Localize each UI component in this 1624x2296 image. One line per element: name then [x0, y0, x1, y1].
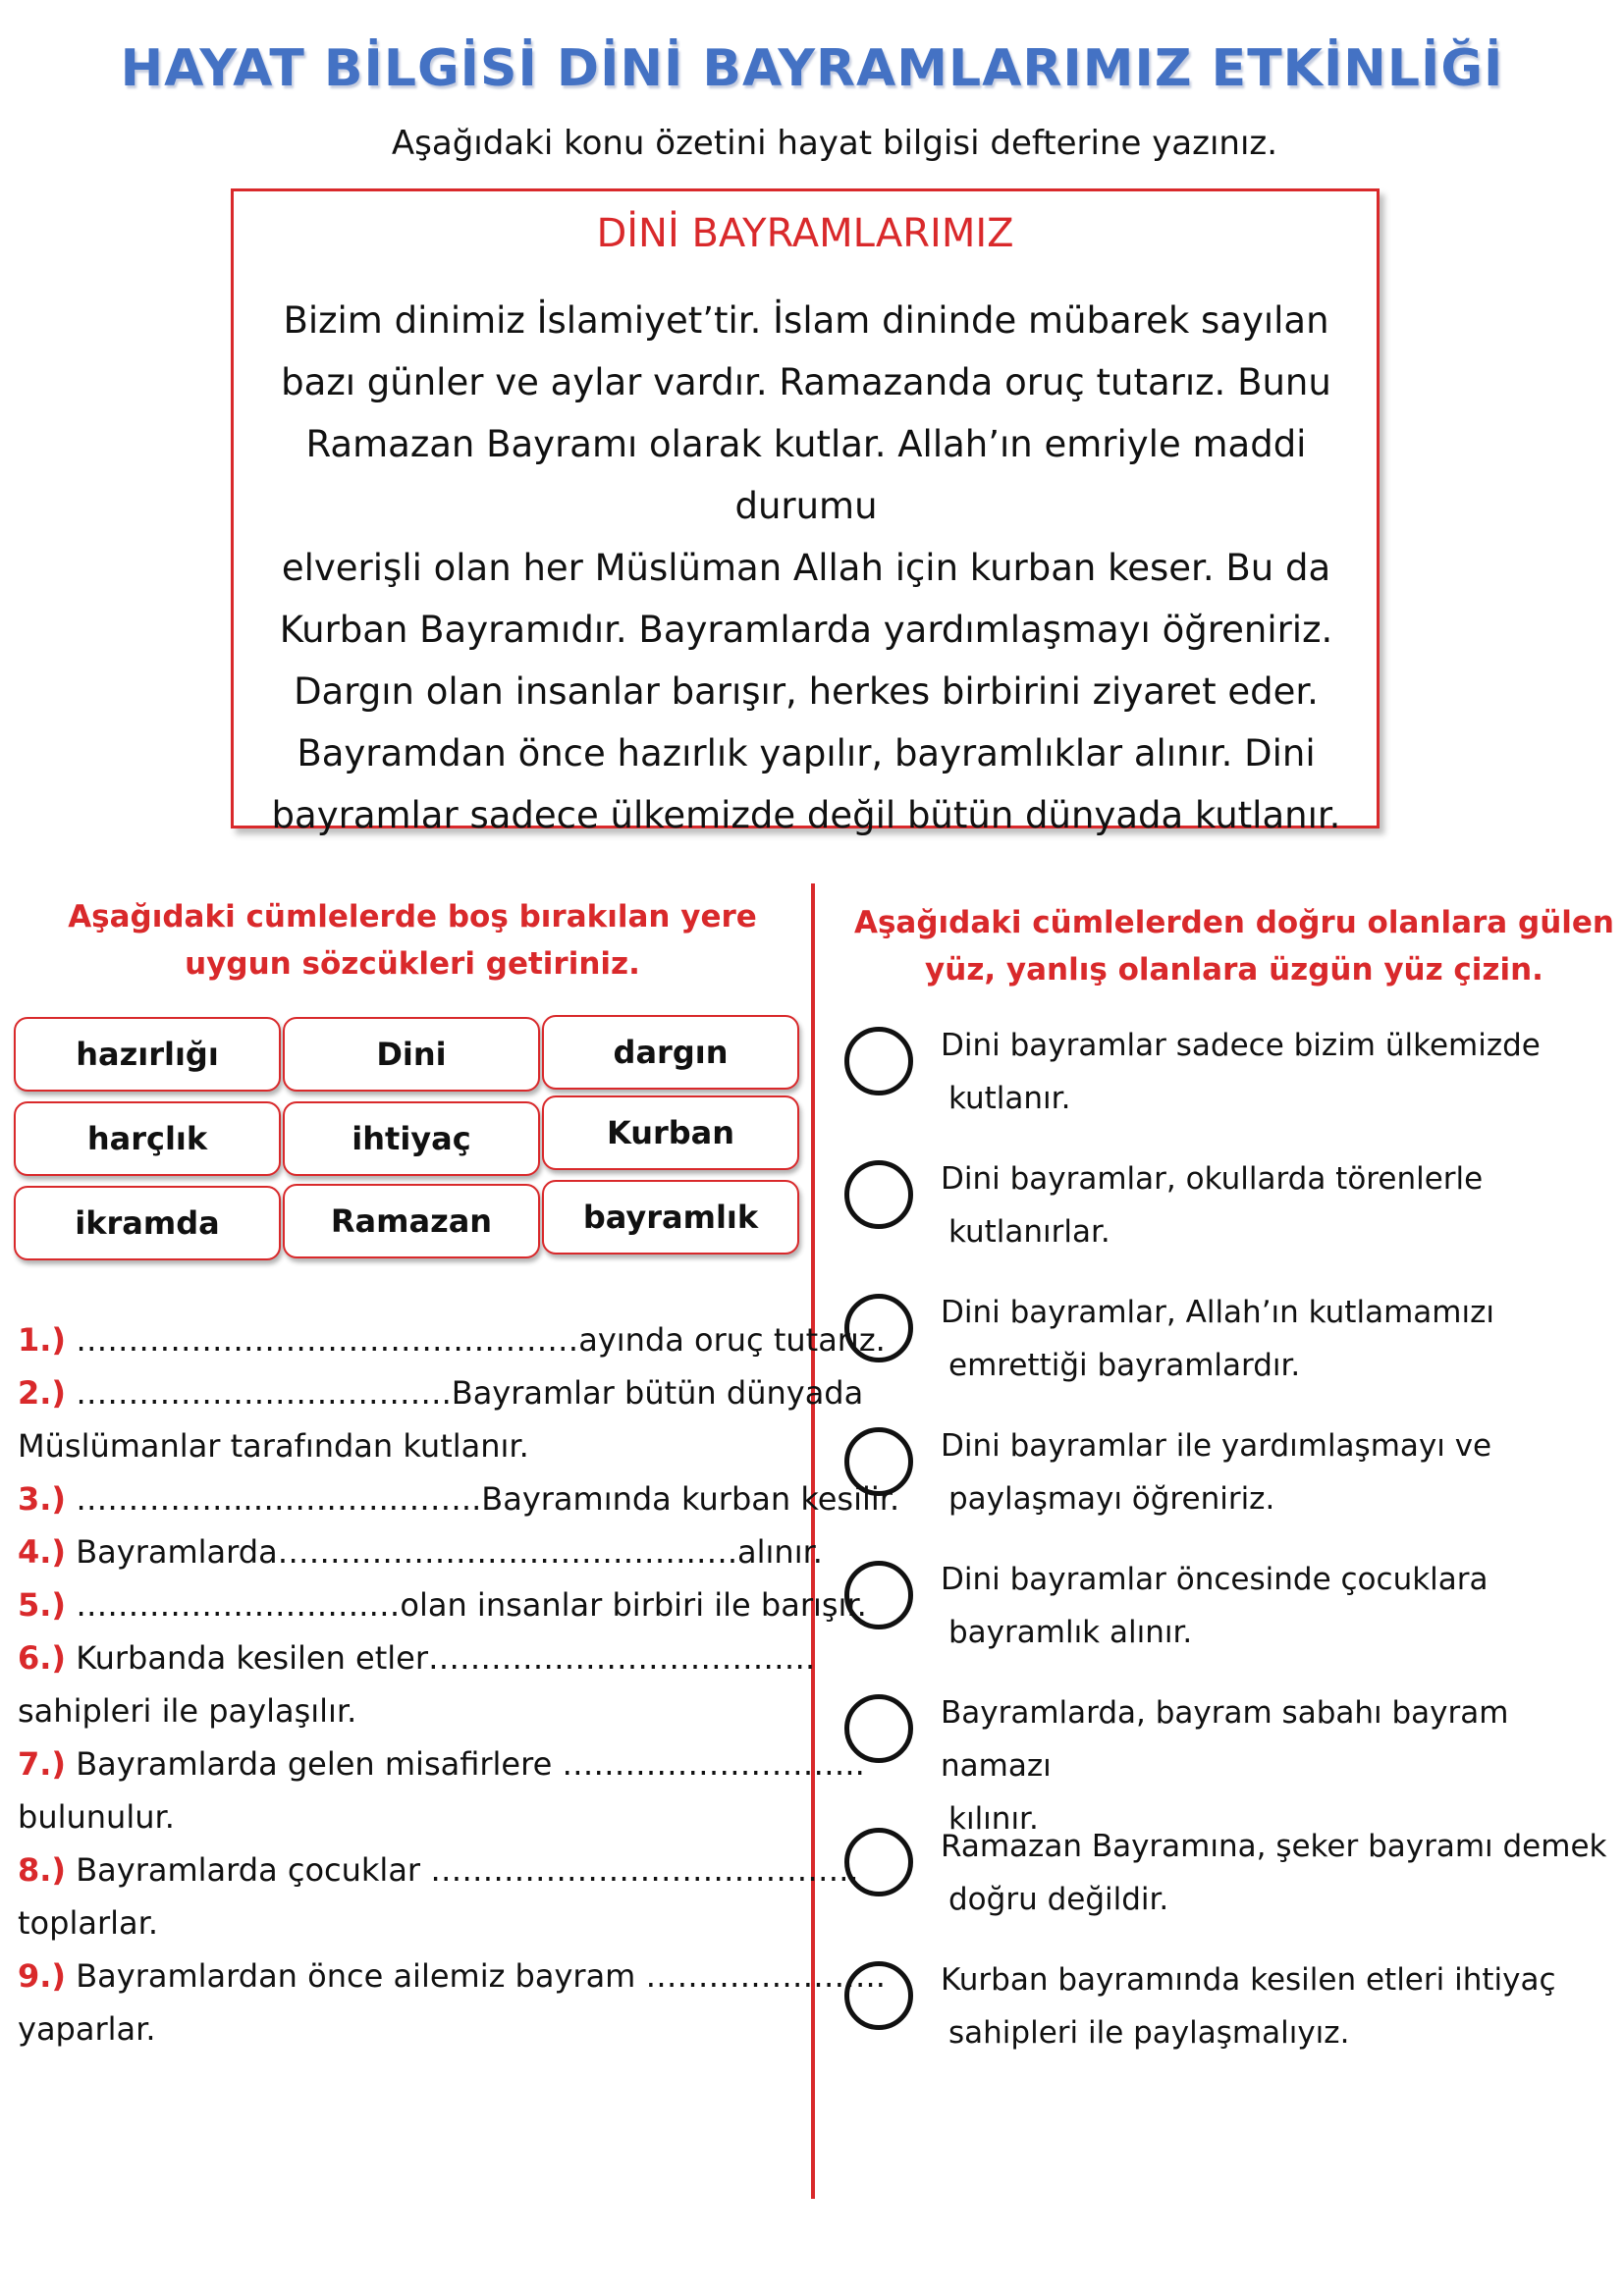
tf-line: Dini bayramlar öncesinde çocuklara	[941, 1562, 1489, 1597]
tf-item	[844, 1553, 1624, 1661]
word-box: Ramazan	[283, 1184, 540, 1258]
word-box: harçlık	[14, 1101, 281, 1176]
word-box: hazırlığı	[14, 1017, 281, 1092]
fill-item[interactable]	[18, 1631, 816, 1684]
fill-instruction	[20, 893, 805, 988]
fill-item-continuation: bulunulur.	[18, 1798, 175, 1836]
tf-item	[844, 1152, 1624, 1260]
tf-statement	[941, 1286, 1624, 1392]
tf-statement	[941, 1019, 1624, 1125]
tf-statement	[941, 1820, 1624, 1926]
item-number: 5.)	[18, 1586, 67, 1624]
tf-line: kılınır.	[948, 1801, 1039, 1837]
fill-item-continuation: sahipleri ile paylaşılır.	[18, 1692, 357, 1730]
summary-box	[231, 188, 1380, 836]
tf-item	[844, 1820, 1624, 1928]
answer-circle[interactable]	[844, 1027, 913, 1095]
item-number: 3.)	[18, 1480, 67, 1518]
item-text: ……………………..……….Bayramlar bütün dünyada	[66, 1374, 864, 1412]
fill-item[interactable]	[18, 1525, 823, 1578]
tf-line: Dini bayramlar sadece bizim ülkemizde	[941, 1028, 1541, 1063]
tf-item	[844, 1419, 1624, 1527]
tf-line: kutlanırlar.	[948, 1214, 1110, 1250]
item-text: Bayramlardan önce ailemiz bayram …………………..	[66, 1957, 886, 1995]
item-text: Bayramlarda gelen misafirlere ………………………..	[66, 1745, 865, 1783]
word-box: ihtiyaç	[283, 1101, 540, 1176]
item-text: Kurbanda kesilen etler……………………………….	[66, 1639, 816, 1677]
summary-line: Bayramdan önce hazırlık yapılır, bayramlıklar alınır. Dini	[297, 732, 1316, 774]
tf-item	[844, 1286, 1624, 1394]
summary-line: Dargın olan insanlar barışır, herkes birbirini ziyaret eder.	[294, 670, 1319, 713]
tf-line: Ramazan Bayramına, şeker bayramı demek	[941, 1829, 1607, 1864]
answer-circle[interactable]	[844, 1160, 913, 1229]
tf-line: Kurban bayramında kesilen etleri ihtiyaç	[941, 1962, 1556, 1998]
tf-line: paylaşmayı öğreniriz.	[948, 1481, 1275, 1517]
tf-line: doğru değildir.	[948, 1882, 1169, 1917]
fill-item-continuation: Müslümanlar tarafından kutlanır.	[18, 1427, 529, 1465]
answer-circle[interactable]	[844, 1828, 913, 1896]
item-number: 7.)	[18, 1745, 67, 1783]
answer-circle[interactable]	[844, 1694, 913, 1763]
item-text: Bayramlarda çocuklar …………………………………..	[66, 1851, 859, 1889]
summary-line: bayramlar sadece ülkemizde değil bütün dünyada kutlanır.	[271, 794, 1341, 836]
tf-statement	[941, 1553, 1624, 1659]
tf-line: emrettiği bayramlardır.	[948, 1348, 1301, 1383]
tf-line: bayramlık alınır.	[948, 1615, 1193, 1650]
worksheet-title: HAYAT BİLGİSİ DİNİ BAYRAMLARIMIZ ETKİNLİĞİ	[120, 39, 1504, 98]
fill-instruction-line: uygun sözcükleri getiriniz.	[185, 946, 640, 982]
tf-line: Dini bayramlar ile yardımlaşmayı ve	[941, 1428, 1492, 1464]
fill-blank-list	[18, 1313, 900, 2056]
fill-item[interactable]	[18, 1472, 900, 1525]
fill-item[interactable]	[18, 1737, 865, 1790]
item-number: 9.)	[18, 1957, 67, 1995]
summary-line: bazı günler ve aylar vardır. Ramazanda oruç tutarız. Bunu	[281, 361, 1331, 403]
answer-circle[interactable]	[844, 1561, 913, 1629]
fill-item-continuation: toplarlar.	[18, 1904, 158, 1942]
tf-line: Dini bayramlar, Allah’ın kutlamamızı	[941, 1295, 1494, 1330]
fill-item[interactable]	[18, 1366, 864, 1419]
tf-item	[844, 1019, 1624, 1127]
summary-text	[253, 290, 1359, 846]
tf-line: Bayramlarda, bayram sabahı bayram namazı	[941, 1695, 1509, 1784]
item-text: Bayramlarda………………………………….….alınır.	[66, 1533, 823, 1571]
worksheet-subtitle: Aşağıdaki konu özetini hayat bilgisi defterine yazınız.	[391, 124, 1278, 163]
fill-item-continuation: yaparlar.	[18, 2010, 156, 2048]
summary-line: Bizim dinimiz İslamiyet’tir. İslam dininde mübarek sayılan	[283, 299, 1329, 342]
item-number: 6.)	[18, 1639, 67, 1677]
tf-line: sahipleri ile paylaşmalıyız.	[948, 2015, 1350, 2051]
word-box: Kurban	[542, 1095, 799, 1170]
word-box: bayramlık	[542, 1180, 799, 1255]
tf-instruction-line: Aşağıdaki cümlelerden doğru olanlara gülen	[853, 905, 1614, 940]
item-text: ……………………….…olan insanlar birbiri ile barışır.	[66, 1586, 867, 1624]
summary-line: Kurban Bayramıdır. Bayramlarda yardımlaşmayı öğreniriz.	[279, 609, 1333, 651]
word-box: Dini	[283, 1017, 540, 1092]
item-number: 8.)	[18, 1851, 67, 1889]
fill-item[interactable]	[18, 1949, 886, 2002]
tf-instruction-line: yüz, yanlış olanlara üzgün yüz çizin.	[925, 952, 1543, 988]
tf-statement	[941, 1953, 1624, 2059]
tf-line: kutlanır.	[948, 1081, 1071, 1116]
item-number: 1.)	[18, 1321, 67, 1359]
answer-circle[interactable]	[844, 1294, 913, 1362]
word-box: dargın	[542, 1015, 799, 1090]
fill-item[interactable]	[18, 1578, 867, 1631]
word-box: ikramda	[14, 1186, 281, 1260]
fill-instruction-line: Aşağıdaki cümlelerde boş bırakılan yere	[68, 899, 757, 934]
answer-circle[interactable]	[844, 1427, 913, 1496]
item-text: …………………………………………ayında oruç tutarız.	[66, 1321, 886, 1359]
item-text: ……………..…………..……..Bayramında kurban kesilir.	[66, 1480, 900, 1518]
tf-item	[844, 1953, 1624, 2061]
answer-circle[interactable]	[844, 1961, 913, 2030]
item-number: 2.)	[18, 1374, 67, 1412]
summary-line: elverişli olan her Müslüman Allah için kurban keser. Bu da	[281, 547, 1331, 589]
item-number: 4.)	[18, 1533, 67, 1571]
fill-item[interactable]	[18, 1843, 859, 1896]
tf-instruction	[844, 899, 1624, 993]
summary-line: Ramazan Bayramı olarak kutlar. Allah’ın emriyle maddi durumu	[305, 423, 1307, 527]
tf-statement	[941, 1419, 1624, 1525]
tf-line: Dini bayramlar, okullarda törenlerle	[941, 1161, 1484, 1197]
tf-item	[844, 1686, 1624, 1837]
tf-statement	[941, 1152, 1624, 1258]
summary-heading: DİNİ BAYRAMLARIMIZ	[596, 211, 1014, 256]
fill-item[interactable]	[18, 1313, 886, 1366]
